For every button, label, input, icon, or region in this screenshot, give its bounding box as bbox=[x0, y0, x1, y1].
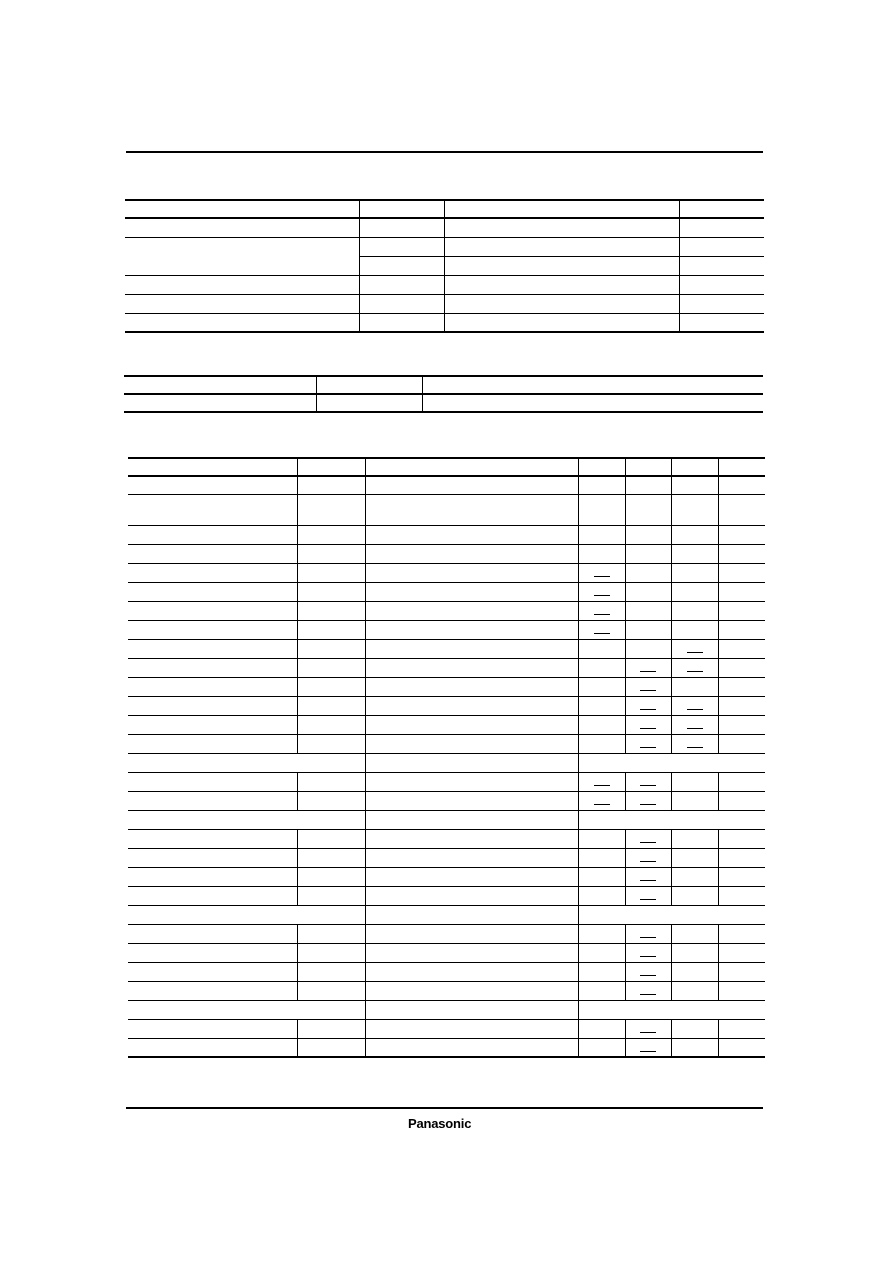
table-row bbox=[128, 715, 765, 734]
table-row bbox=[125, 237, 764, 256]
dash-mark bbox=[594, 576, 610, 577]
table-row bbox=[128, 848, 765, 867]
table-row bbox=[128, 981, 765, 1000]
table-section-row bbox=[128, 753, 765, 772]
dash-mark bbox=[640, 1051, 656, 1052]
table-row bbox=[125, 313, 764, 332]
dash-mark bbox=[687, 709, 703, 710]
table-row bbox=[124, 394, 763, 412]
table-section-row bbox=[128, 905, 765, 924]
dash-mark bbox=[640, 861, 656, 862]
dash-mark bbox=[594, 804, 610, 805]
table-row bbox=[125, 294, 764, 313]
dash-mark bbox=[640, 747, 656, 748]
table-row bbox=[128, 867, 765, 886]
table-row bbox=[128, 563, 765, 582]
table-row bbox=[125, 200, 764, 218]
table-row bbox=[128, 677, 765, 696]
table-row bbox=[128, 544, 765, 563]
table-row bbox=[128, 639, 765, 658]
table-row bbox=[124, 376, 763, 394]
table-row bbox=[128, 772, 765, 791]
dash-mark bbox=[640, 937, 656, 938]
table-row bbox=[128, 658, 765, 677]
dash-mark bbox=[594, 785, 610, 786]
dash-mark bbox=[640, 728, 656, 729]
table-row bbox=[128, 829, 765, 848]
table-row bbox=[128, 924, 765, 943]
table-row bbox=[128, 1038, 765, 1057]
table-row bbox=[128, 886, 765, 905]
table-row bbox=[128, 601, 765, 620]
table-row bbox=[128, 525, 765, 544]
dash-mark bbox=[594, 633, 610, 634]
table-row bbox=[128, 962, 765, 981]
table-1 bbox=[125, 199, 764, 333]
table-row bbox=[128, 1019, 765, 1038]
dash-mark bbox=[640, 709, 656, 710]
dash-mark bbox=[687, 747, 703, 748]
dash-mark bbox=[687, 671, 703, 672]
dash-mark bbox=[640, 671, 656, 672]
table-row bbox=[125, 275, 764, 294]
bottom-rule bbox=[126, 1107, 763, 1109]
dash-mark bbox=[687, 728, 703, 729]
table-row bbox=[128, 734, 765, 753]
dash-mark bbox=[640, 1032, 656, 1033]
table-3 bbox=[128, 457, 765, 1058]
table-row bbox=[128, 494, 765, 525]
table-row bbox=[128, 696, 765, 715]
table-row bbox=[128, 476, 765, 494]
brand-logo: Panasonic bbox=[408, 1116, 472, 1131]
dash-mark bbox=[640, 785, 656, 786]
table-section-row bbox=[128, 810, 765, 829]
dash-mark bbox=[640, 842, 656, 843]
dash-mark bbox=[640, 899, 656, 900]
dash-mark bbox=[594, 614, 610, 615]
top-rule bbox=[126, 151, 763, 153]
table-section-row bbox=[128, 1000, 765, 1019]
dash-mark bbox=[640, 956, 656, 957]
dash-mark bbox=[640, 975, 656, 976]
table-2 bbox=[124, 375, 763, 413]
dash-mark bbox=[687, 652, 703, 653]
table-row bbox=[128, 582, 765, 601]
dash-mark bbox=[640, 804, 656, 805]
table-row bbox=[128, 943, 765, 962]
table-row bbox=[128, 791, 765, 810]
dash-mark bbox=[640, 880, 656, 881]
table-row bbox=[128, 458, 765, 476]
dash-mark bbox=[640, 690, 656, 691]
dash-mark bbox=[594, 595, 610, 596]
table-row bbox=[128, 620, 765, 639]
table-row bbox=[125, 218, 764, 237]
dash-mark bbox=[640, 994, 656, 995]
